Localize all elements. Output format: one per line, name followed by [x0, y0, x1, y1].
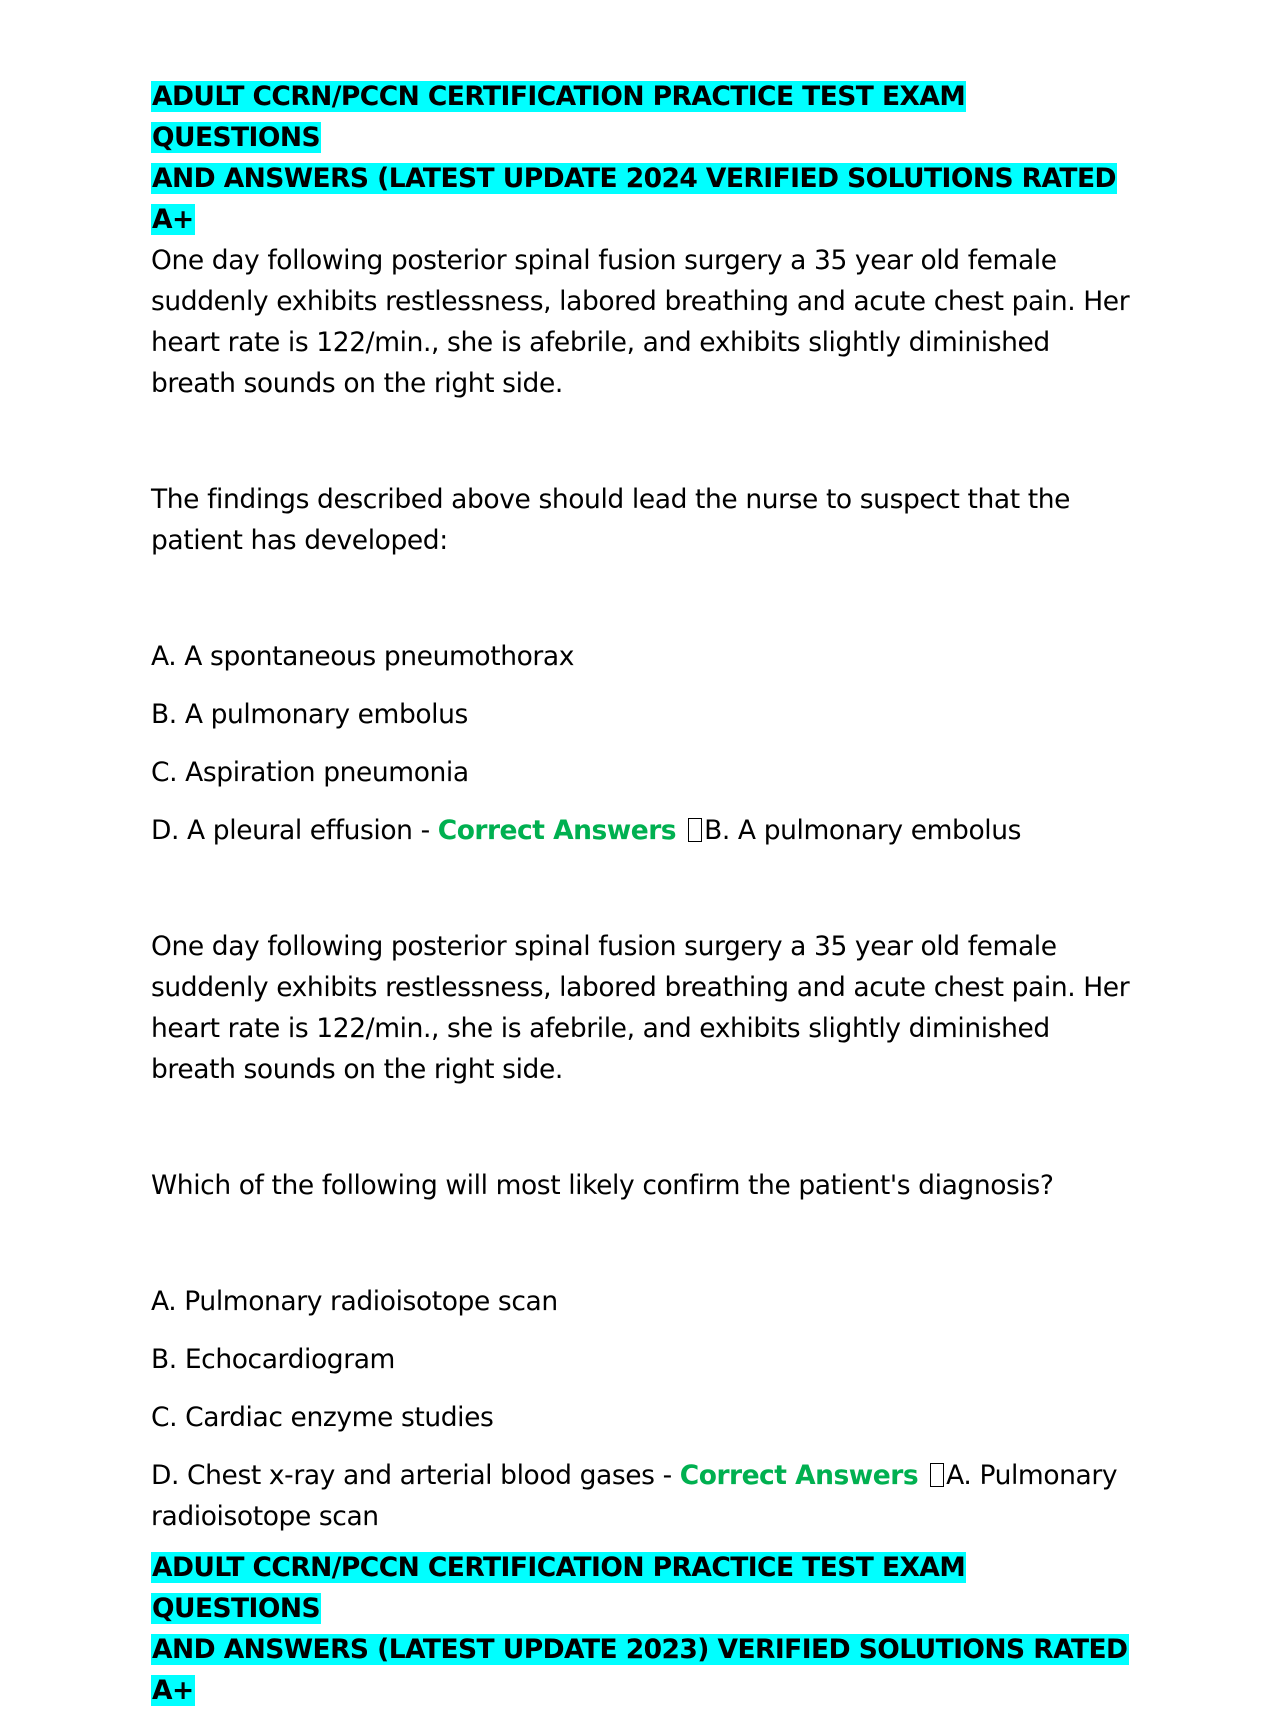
document-page [151, 76, 1141, 1711]
correct-answer-text: A. Pulmonary radioisotope scan [151, 1460, 1118, 1532]
document-title [151, 76, 1141, 240]
option-d-text: D. A pleural effusion - [151, 815, 438, 846]
footer-line-2: AND ANSWERS (LATEST UPDATE 2023) VERIFIED SOLUTIONS RATED A+ [152, 1634, 1128, 1706]
correct-answers-label: Correct Answers [679, 1460, 919, 1491]
missing-glyph-icon [688, 818, 702, 842]
footer-title [151, 1547, 1141, 1711]
correct-answer-text: B. A pulmonary embolus [704, 815, 1022, 846]
question-1-stem: One day following posterior spinal fusion surgery a 35 year old female suddenly exhibits restlessness, labored breathing and acute chest pain. Her heart rate is 122/min., she is afebrile, and exhibits slightly diminished breath sounds on the right side. [151, 245, 1130, 399]
correct-answers-label: Correct Answers [437, 815, 677, 846]
question-1-option-c: C. Aspiration pneumonia [151, 757, 469, 788]
missing-glyph-icon [930, 1463, 944, 1487]
question-1-option-d [151, 810, 1141, 851]
question-2-stem: One day following posterior spinal fusion surgery a 35 year old female suddenly exhibits restlessness, labored breathing and acute chest pain. Her heart rate is 122/min., she is afebrile, and exhibits slightly diminished breath sounds on the right side. [151, 931, 1130, 1085]
question-1-prompt: The findings described above should lead the nurse to suspect that the patient has developed: [151, 484, 1071, 556]
footer-line-1: ADULT CCRN/PCCN CERTIFICATION PRACTICE TEST EXAM QUESTIONS [152, 1552, 966, 1624]
title-highlight [151, 81, 1117, 235]
question-1-option-a: A. A spontaneous pneumothorax [151, 641, 575, 672]
question-2-option-b: B. Echocardiogram [151, 1344, 395, 1375]
footer-highlight [151, 1552, 1129, 1706]
question-2-prompt: Which of the following will most likely confirm the patient's diagnosis? [151, 1170, 1054, 1201]
title-line-1: ADULT CCRN/PCCN CERTIFICATION PRACTICE TEST EXAM QUESTIONS [152, 81, 966, 153]
title-line-2: AND ANSWERS (LATEST UPDATE 2024 VERIFIED SOLUTIONS RATED A+ [152, 163, 1116, 235]
question-2-option-c: C. Cardiac enzyme studies [151, 1402, 494, 1433]
question-2-option-d [151, 1455, 1141, 1537]
option-d-text: D. Chest x-ray and arterial blood gases - [151, 1460, 680, 1491]
question-2-option-a: A. Pulmonary radioisotope scan [151, 1286, 558, 1317]
question-1-option-b: B. A pulmonary embolus [151, 699, 468, 730]
